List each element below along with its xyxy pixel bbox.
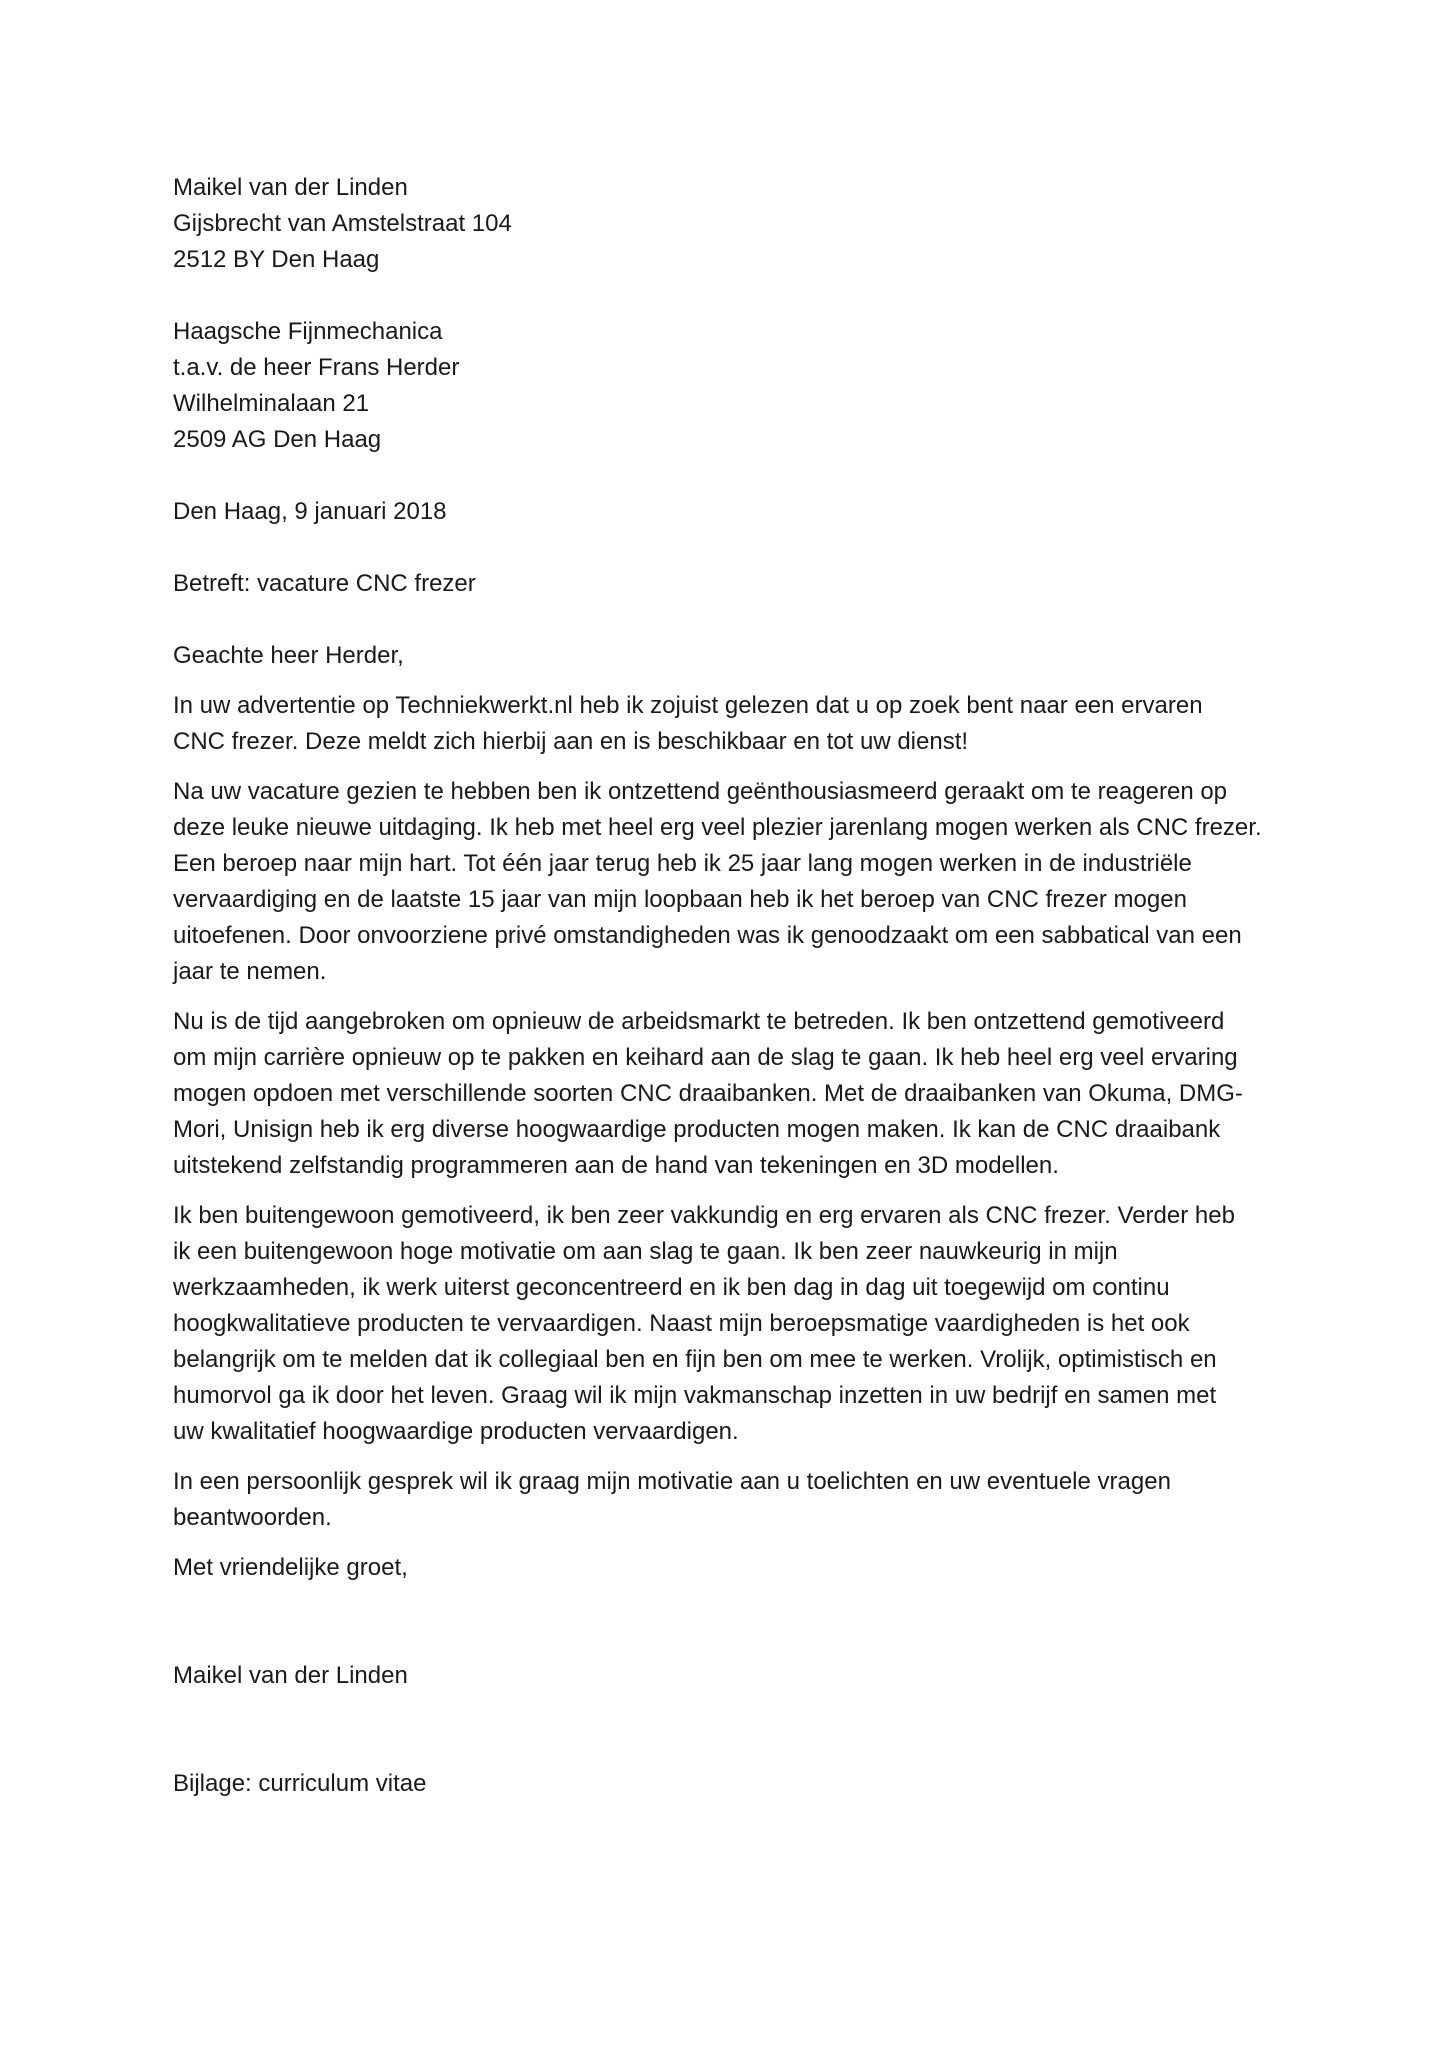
letter-salutation <box>173 638 1283 674</box>
paragraph-line: mogen opdoen met verschillende soorten CNC draaibanken. Met de draaibanken van Okuma, DMG- <box>173 1080 1243 1107</box>
salutation-text: Geachte heer Herder, <box>173 642 404 669</box>
paragraph-line: Een beroep naar mijn hart. Tot één jaar terug heb ik 25 jaar lang mogen werken in de industriële <box>173 850 1192 877</box>
letter-subject <box>173 566 1283 602</box>
sender-city: 2512 BY Den Haag <box>173 246 380 273</box>
paragraph-line: In een persoonlijk gesprek wil ik graag mijn motivatie aan u toelichten en uw eventuele vragen <box>173 1468 1171 1495</box>
paragraph-line: deze leuke nieuwe uitdaging. Ik heb met heel erg veel plezier jarenlang mogen werken als CNC frezer. <box>173 814 1262 841</box>
paragraph-line: humorvol ga ik door het leven. Graag wil ik mijn vakmanschap inzetten in uw bedrijf en samen met <box>173 1382 1217 1409</box>
paragraph-line: Nu is de tijd aangebroken om opnieuw de arbeidsmarkt te betreden. Ik ben ontzettend gemotiveerd <box>173 1008 1225 1035</box>
letter-page <box>173 170 1283 1802</box>
attachment-text: Bijlage: curriculum vitae <box>173 1770 427 1797</box>
body-paragraph-5 <box>173 1464 1283 1536</box>
letter-closing <box>173 1550 1283 1586</box>
recipient-city: 2509 AG Den Haag <box>173 426 382 453</box>
recipient-attention: t.a.v. de heer Frans Herder <box>173 354 460 381</box>
body-paragraph-1 <box>173 688 1283 760</box>
paragraph-line: vervaardiging en de laatste 15 jaar van mijn loopbaan heb ik het beroep van CNC frezer mogen <box>173 886 1187 913</box>
paragraph-line: Mori, Unisign heb ik erg diverse hoogwaardige producten mogen maken. Ik kan de CNC draaibank <box>173 1116 1221 1143</box>
paragraph-line: CNC frezer. Deze meldt zich hierbij aan en is beschikbaar en tot uw dienst! <box>173 728 969 755</box>
sender-name: Maikel van der Linden <box>173 174 408 201</box>
paragraph-line: hoogkwalitatieve producten te vervaardigen. Naast mijn beroepsmatige vaardigheden is het ook <box>173 1310 1190 1337</box>
body-paragraph-3 <box>173 1004 1283 1184</box>
recipient-address <box>173 314 1283 458</box>
recipient-company: Haagsche Fijnmechanica <box>173 318 443 345</box>
paragraph-line: uitoefenen. Door onvoorziene privé omstandigheden was ik genoodzaakt om een sabbatical van een <box>173 922 1242 949</box>
body-paragraph-4 <box>173 1198 1283 1450</box>
closing-text: Met vriendelijke groet, <box>173 1554 408 1581</box>
sender-street: Gijsbrecht van Amstelstraat 104 <box>173 210 512 237</box>
body-paragraph-2 <box>173 774 1283 990</box>
paragraph-line: ik een buitengewoon hoge motivatie om aan slag te gaan. Ik ben zeer nauwkeurig in mijn <box>173 1238 1118 1265</box>
paragraph-line: beantwoorden. <box>173 1504 332 1531</box>
paragraph-line: Ik ben buitengewoon gemotiveerd, ik ben zeer vakkundig en erg ervaren als CNC frezer. Verder heb <box>173 1202 1235 1229</box>
signature-name: Maikel van der Linden <box>173 1662 408 1689</box>
recipient-street: Wilhelminalaan 21 <box>173 390 370 417</box>
date-text: Den Haag, 9 januari 2018 <box>173 498 447 525</box>
paragraph-line: jaar te nemen. <box>173 958 327 985</box>
paragraph-line: werkzaamheden, ik werk uiterst geconcentreerd en ik ben dag in dag uit toegewijd om continu <box>173 1274 1170 1301</box>
letter-attachment <box>173 1766 1283 1802</box>
sender-address <box>173 170 1283 278</box>
paragraph-line: om mijn carrière opnieuw op te pakken en keihard aan de slag te gaan. Ik heb heel erg veel ervaring <box>173 1044 1238 1071</box>
letter-signature <box>173 1658 1283 1694</box>
paragraph-line: uw kwalitatief hoogwaardige producten vervaardigen. <box>173 1418 739 1445</box>
paragraph-line: Na uw vacature gezien te hebben ben ik ontzettend geënthousiasmeerd geraakt om te reageren op <box>173 778 1228 805</box>
subject-text: Betreft: vacature CNC frezer <box>173 570 476 597</box>
paragraph-line: In uw advertentie op Techniekwerkt.nl heb ik zojuist gelezen dat u op zoek bent naar een ervaren <box>173 692 1203 719</box>
paragraph-line: belangrijk om te melden dat ik collegiaal ben en fijn ben om mee te werken. Vrolijk, optimistisch en <box>173 1346 1217 1373</box>
letter-date <box>173 494 1283 530</box>
paragraph-line: uitstekend zelfstandig programmeren aan de hand van tekeningen en 3D modellen. <box>173 1152 1059 1179</box>
